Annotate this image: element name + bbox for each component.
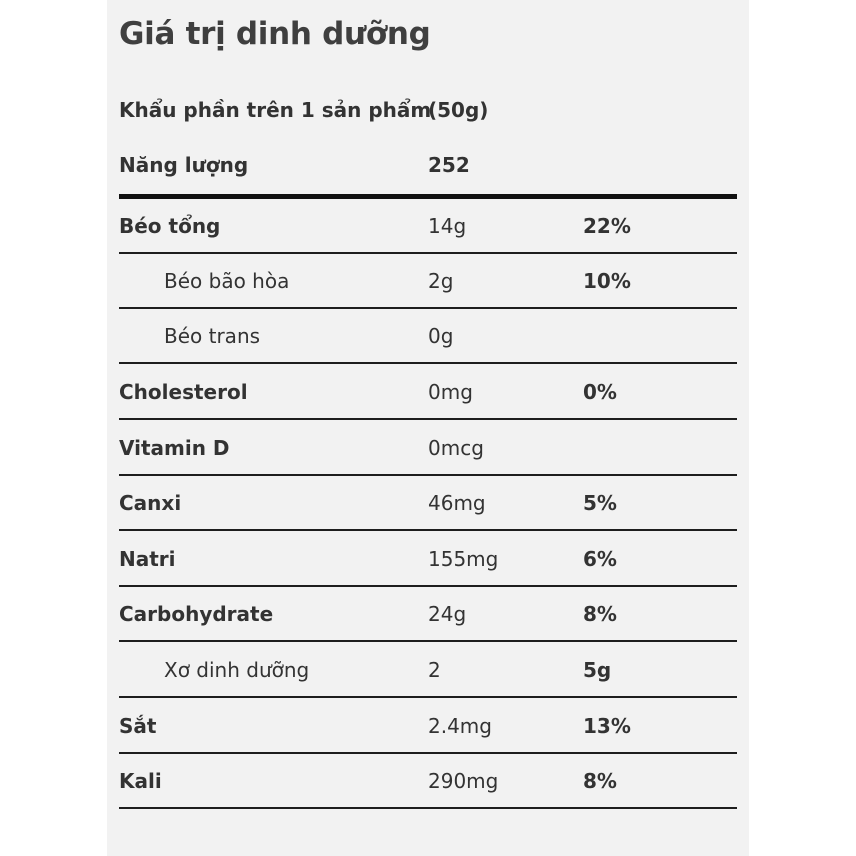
nutrient-amount: 2 — [428, 658, 441, 682]
nutrient-name: Béo bão hòa — [164, 269, 290, 293]
nutrient-name: Béo tổng — [119, 214, 221, 238]
energy-row — [119, 138, 737, 199]
nutrient-percent: 0% — [583, 380, 617, 404]
energy-label: Năng lượng — [119, 153, 249, 177]
nutrient-row-iron — [119, 699, 737, 754]
nutrient-row-saturated-fat — [119, 254, 737, 309]
nutrient-amount: 0mg — [428, 380, 473, 404]
nutrient-amount: 155mg — [428, 547, 499, 571]
nutrient-percent: 13% — [583, 714, 631, 738]
nutrient-row-trans-fat — [119, 309, 737, 364]
nutrient-percent: 5% — [583, 491, 617, 515]
nutrient-percent: 8% — [583, 602, 617, 626]
nutrient-name: Canxi — [119, 491, 182, 515]
nutrient-amount: 0mcg — [428, 436, 484, 460]
serving-label: Khẩu phần trên 1 sản phẩm — [119, 98, 432, 122]
nutrient-percent: 10% — [583, 269, 631, 293]
nutrient-row-sodium — [119, 532, 737, 587]
nutrient-amount: 14g — [428, 214, 467, 238]
nutrient-row-fiber — [119, 643, 737, 698]
nutrient-amount: 46mg — [428, 491, 486, 515]
nutrient-name: Sắt — [119, 714, 157, 738]
nutrient-percent: 22% — [583, 214, 631, 238]
nutrient-amount: 2g — [428, 269, 454, 293]
nutrient-name: Carbohydrate — [119, 602, 274, 626]
nutrient-percent: 8% — [583, 769, 617, 793]
nutrient-row-calcium — [119, 476, 737, 531]
page-title: Giá trị dinh dưỡng — [119, 16, 431, 52]
nutrient-name: Kali — [119, 769, 162, 793]
nutrition-panel — [107, 0, 749, 856]
nutrient-amount: 0g — [428, 324, 454, 348]
nutrient-name: Natri — [119, 547, 176, 571]
serving-row — [119, 83, 737, 138]
nutrient-name: Vitamin D — [119, 436, 230, 460]
nutrient-amount: 2.4mg — [428, 714, 492, 738]
nutrient-row-carbohydrate — [119, 587, 737, 642]
nutrient-percent: 6% — [583, 547, 617, 571]
serving-value: (50g) — [428, 98, 489, 122]
nutrient-amount: 290mg — [428, 769, 499, 793]
nutrient-name: Cholesterol — [119, 380, 248, 404]
nutrient-row-total-fat — [119, 199, 737, 254]
nutrient-percent: 5g — [583, 658, 612, 682]
nutrient-name: Béo trans — [164, 324, 261, 348]
nutrient-row-cholesterol — [119, 365, 737, 420]
energy-value: 252 — [428, 153, 470, 177]
nutrient-row-vitamin-d — [119, 421, 737, 476]
nutrient-name: Xơ dinh dưỡng — [164, 658, 310, 682]
nutrient-amount: 24g — [428, 602, 467, 626]
nutrient-row-potassium — [119, 754, 737, 809]
